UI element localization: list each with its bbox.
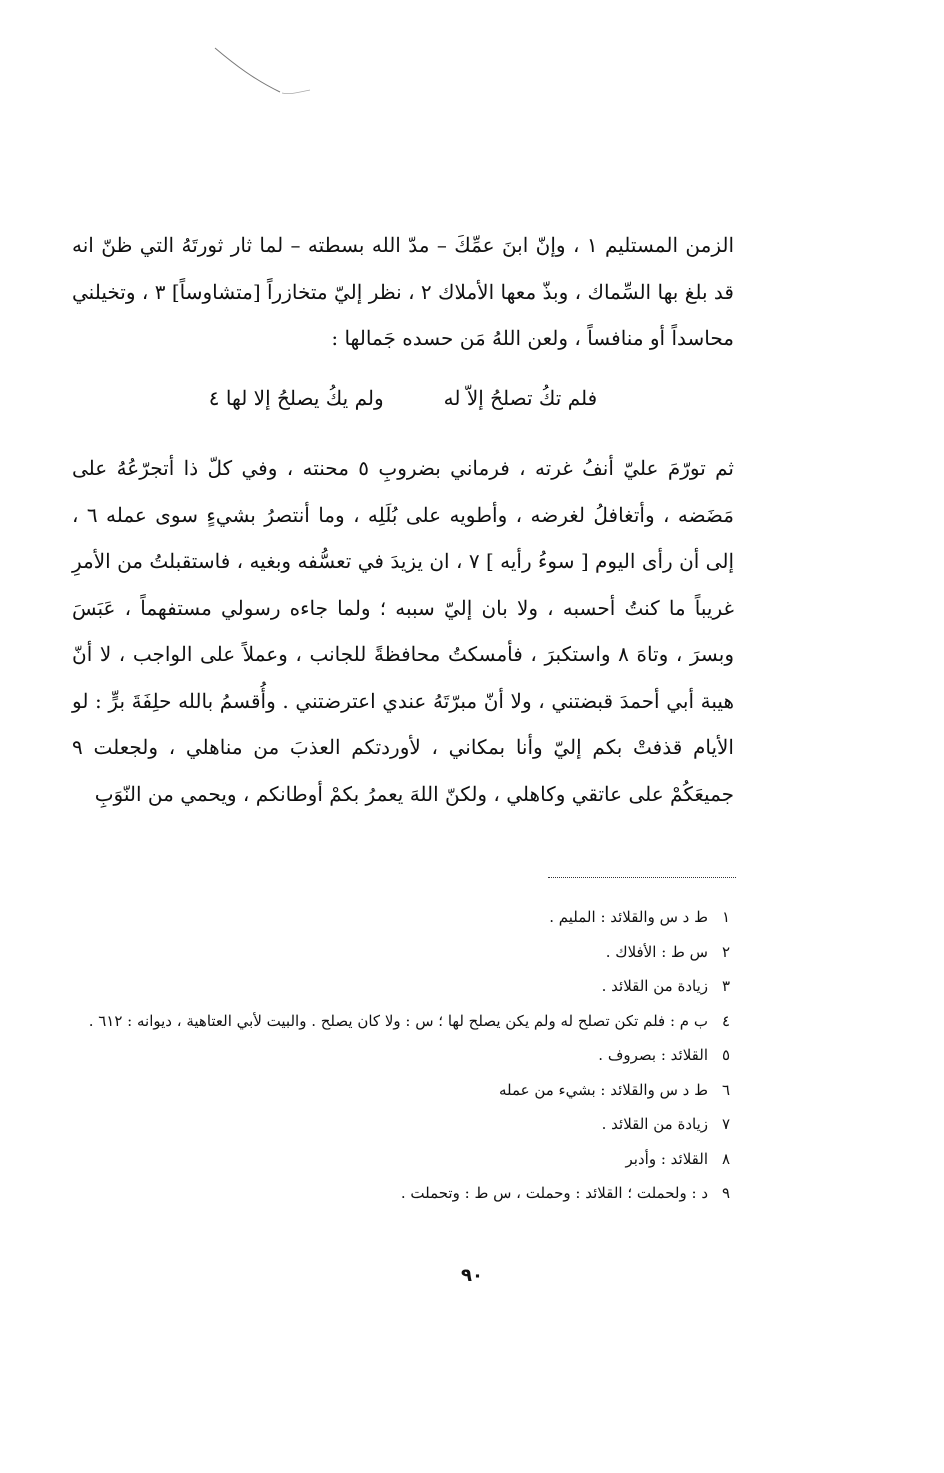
- main-text-block-2: [72, 445, 734, 817]
- footnote-item: [72, 1038, 734, 1073]
- footnote-number: ٦: [721, 1080, 731, 1099]
- footnote-number: ٨: [721, 1149, 731, 1168]
- footnote-divider: [548, 877, 736, 878]
- paragraph-2: ثم تورّمَ عليّ أنفُ غرته ، فرماني بضروبِ ٥ محنته ، وفي كلّ ذا أتجرّعُهُ على مَضَضه ، وأتغافلُ لغرضه ، وأطويه على بُلَلِه ، وما أنتصرُ بشيءٍ سوى عمله ٦ ، إلى أن رأى اليوم [ سوءُ رأيه ] ٧ ، ان يزيدَ في تعسُّفه وبغيه ، فاستقبلتُ من الأمرِ غريباً ما كنتُ أحسبه ، ولا بان إليّ سببه ؛ ولما جاءه رسولي مستفهماً ، عَبَسَ وبسرَ ، وتاهَ ٨ واستكبرَ ، فأمسكتُ محافظةً للجانب ، وعملاً على الواجب ، لا أنّ هيبة أبي أحمدَ قبضتني ، ولا أنّ مبرّتَهُ عندي اعترضتني . وأُقسمُ بالله حلِفَةَ برٍّ : لو الأيام قذفتْ بكم إليّ وأنا بمكاني ، لأوردتكم العذبَ من مناهلي ، ولجعلت ٩ جميعَكُمْ على عاتقي وكاهلي ، ولكنّ اللهَ يعمرُ بكمْ أوطانكم ، ويحمي من النّوَبِ: [72, 456, 734, 806]
- footnote-number: ٢: [721, 942, 731, 961]
- footnote-text: القلائد : وأدبر: [625, 1149, 708, 1168]
- footnote-number: ٧: [721, 1115, 731, 1133]
- footnotes-list: [72, 900, 734, 1211]
- footnote-item: [72, 935, 734, 970]
- footnote-text: س ط : الأفلاك .: [605, 942, 708, 961]
- verse-hemistich-2: ولم يكُ يصلحُ إلا لها ٤: [208, 386, 384, 410]
- footnote-number: ٤: [721, 1011, 731, 1030]
- footnote-item: [72, 1176, 734, 1211]
- footnote-number: ٩: [721, 1184, 731, 1202]
- paragraph-1: الزمن المستليم ١ ، وإنّ ابنَ عمِّكَ – مدّ الله بسطته – لما ثار ثورتَهُ التي ظنّ انه قد بلغ بها السِّماك ، وبذّ معها الأملاك ٢ ، نظر إليّ متخازراً [متشاوساً] ٣ ، وتخيلني محاسداً أو منافساً ، ولعن اللهُ مَن حسده جَمالها :: [72, 233, 735, 350]
- verse-hemistich-1: فلم تكُ تصلحُ إلاّ له: [443, 386, 598, 410]
- main-text-block: [72, 222, 734, 362]
- footnote-text: د : ولحملت ؛ القلائد : وحملت ، س ط : وتحملت .: [400, 1184, 708, 1202]
- footnote-item: [72, 1107, 734, 1142]
- footnote-item: [72, 1073, 734, 1108]
- footnote-item: [72, 1004, 734, 1039]
- footnote-text: زيادة من القلائد .: [601, 977, 708, 995]
- footnote-item: [72, 900, 734, 935]
- footnote-text: ط د س والقلائد : بشيء من عمله: [498, 1080, 708, 1099]
- poem-verse: [72, 368, 734, 428]
- footnote-number: ١: [721, 908, 731, 926]
- footnote-number: ٣: [721, 977, 731, 995]
- footnote-item: [72, 969, 734, 1004]
- pencil-mark: [210, 40, 320, 100]
- footnote-text: القلائد : بصروف .: [598, 1046, 708, 1064]
- page-number: ٩٠: [461, 1265, 483, 1286]
- footnote-text: زيادة من القلائد .: [601, 1115, 708, 1133]
- footnote-text: ب م : فلم تكن تصلح له ولم يكن يصلح لها ؛ س : ولا كان يصلح . والبيت لأبي العتاهية ، ديوانه : ٦١٢ .: [88, 1011, 708, 1030]
- footnote-text: ط د س والقلائد : المليم .: [549, 908, 708, 926]
- footnote-number: ٥: [721, 1046, 731, 1064]
- footnote-item: [72, 1142, 734, 1177]
